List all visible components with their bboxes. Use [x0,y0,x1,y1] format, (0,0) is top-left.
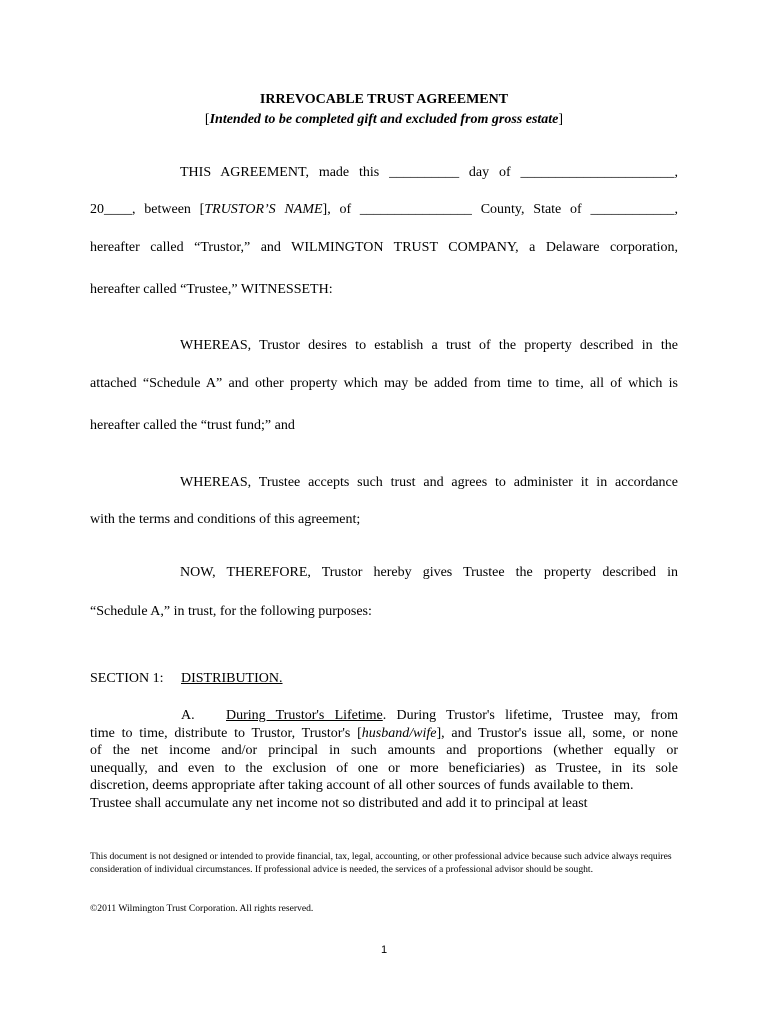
paragraph-a-line-2 [90,725,678,743]
page-number: 1 [380,944,388,956]
trustor-name-placeholder: TRUSTOR’S NAME [204,202,323,217]
document-subtitle [0,112,768,128]
paragraph-a-line-4: unequally, and even to the exclusion of one or more beneficiaries) as Trustee, in its sole [90,760,678,776]
paragraph-a-line-2-end: ], and Trustor's issue all, some, or none [436,725,678,741]
paragraph-a-heading: During Trustor's Lifetime [226,708,383,723]
preamble-line-1: THIS AGREEMENT, made this __________ day of ______________________, [180,165,678,180]
section-1-heading [90,671,283,687]
subtitle-close-bracket: ] [558,112,564,127]
copyright-notice: ©2011 Wilmington Trust Corporation. All rights reserved. [90,903,314,914]
whereas1-line-3: hereafter called the “trust fund;” and [90,418,295,433]
subtitle-italic-text: Intended to be completed gift and excluded from gross estate [209,112,559,127]
paragraph-a-line-6: Trustee shall accumulate any net income not so distributed and add it to principal at least [90,795,588,811]
whereas2-line-2: with the terms and conditions of this agreement; [90,512,361,527]
document-title: IRREVOCABLE TRUST AGREEMENT [259,92,509,107]
whereas2-line-1: WHEREAS, Trustee accepts such trust and agrees to administer it in accordance [180,475,678,490]
section-1-number: SECTION 1: [90,671,164,686]
preamble-line-2-end: ], of ________________ County, State of ____________, [322,202,678,217]
paragraph-a-line-5: discretion, deems appropriate after taking account of all other sources of funds available to them. [90,778,634,793]
paragraph-a-line-2-start: time to time, distribute to Trustor, Trustor's [ [90,725,362,741]
whereas1-line-1: WHEREAS, Trustor desires to establish a trust of the property described in the [180,338,678,353]
subtitle-open-bracket: [ [204,112,210,127]
disclaimer-footnote: This document is not designed or intended to provide financial, tax, legal, accounting, or other professional advice because such advice always requires consideration of individual circumstances. If professional advice is needed, the services of a professional advisor should be sought. [90,851,672,875]
paragraph-a [90,707,678,812]
paragraph-a-line-1-rest: . During Trustor's lifetime, Trustee may, from [382,708,678,723]
preamble-line-2 [90,202,678,218]
now-therefore-line-1: NOW, THEREFORE, Trustor hereby gives Trustee the property described in [180,565,678,580]
preamble-line-4: hereafter called “Trustee,” WITNESSETH: [90,282,333,297]
paragraph-a-letter: A. [181,708,195,723]
preamble-line-3: hereafter called “Trustor,” and WILMINGTON TRUST COMPANY, a Delaware corporation, [90,240,678,255]
spouse-placeholder: husband/wife [361,725,437,741]
now-therefore-line-2: “Schedule A,” in trust, for the following purposes: [90,604,372,619]
section-1-name: DISTRIBUTION. [181,671,283,686]
paragraph-a-line-3: of the net income and/or principal in such amounts and proportions (whether equally or [90,743,678,758]
paragraph-a-line-1 [90,707,678,725]
preamble-line-2-start: 20____, between [ [90,202,205,217]
whereas1-line-2: attached “Schedule A” and other property which may be added from time to time, all of which is [90,376,678,391]
